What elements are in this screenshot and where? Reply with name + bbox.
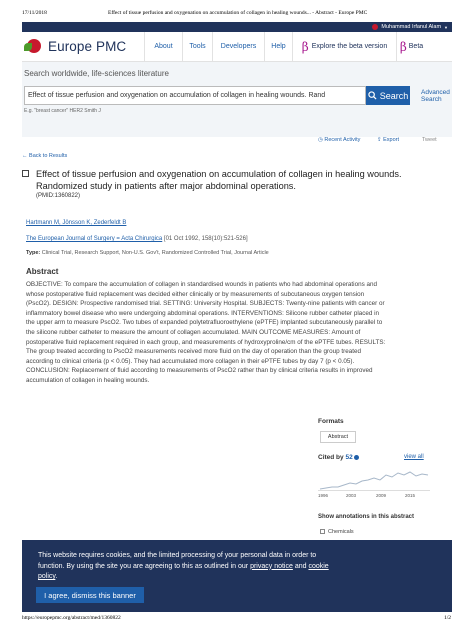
dismiss-cookie-button[interactable]: I agree, dismiss this banner (36, 587, 144, 603)
abstract-heading: Abstract (26, 267, 59, 276)
export-link[interactable] (377, 137, 399, 143)
chemicals-checkbox[interactable] (320, 529, 325, 534)
cited-count: 52 (345, 454, 353, 461)
europepmc-logo[interactable] (22, 32, 144, 61)
type-value: Clinical Trial, Research Support, Non-U.S. Gov't, Randomized Controlled Trial, Journal Article (40, 250, 269, 256)
print-date: 17/11/2018 (22, 10, 47, 16)
beta-icon: β (399, 39, 407, 54)
cookie-text-and: and (292, 562, 309, 570)
select-checkbox[interactable] (22, 170, 29, 177)
cited-label: Cited by (318, 454, 346, 461)
chevron-down-icon[interactable]: ▼ (444, 24, 448, 30)
journal-link[interactable]: The European Journal of Surgery = Acta Chirurgica (26, 236, 163, 242)
article-pmid: (PMID:1360822) (36, 193, 81, 199)
type-label: Type: (26, 250, 41, 256)
search-example: E.g. "breast cancer" HER2 Smith J (24, 108, 101, 114)
nav-tools[interactable]: Tools (182, 32, 212, 61)
privacy-notice-link[interactable]: privacy notice (250, 562, 293, 570)
back-to-results-link[interactable] (22, 153, 67, 159)
nav-explore-beta-label: Explore the beta version (311, 43, 388, 50)
axis-label: 1996 (318, 493, 329, 498)
export-label: Export (383, 137, 400, 143)
nav-about[interactable]: About (144, 32, 182, 61)
tweet-button[interactable]: Tweet (422, 137, 437, 143)
search-label: Search worldwide, life-sciences literature (24, 69, 169, 78)
print-page-number: 1/2 (444, 615, 452, 621)
main-nav (22, 32, 452, 62)
nav-explore-beta[interactable] (292, 32, 396, 61)
user-bar (22, 22, 452, 32)
article-title: Effect of tissue perfusion and oxygenation on accumulation of collagen in healing wounds. Randomized study in patients after major abdominal operations. (36, 169, 402, 191)
citation-trend-line (320, 472, 428, 489)
axis-label: 2009 (376, 493, 387, 498)
cited-by (318, 454, 359, 461)
export-icon: ⇪ (377, 137, 382, 143)
formats-heading: Formats (318, 418, 344, 425)
citation-sparkline (318, 463, 430, 491)
abstract-text: OBJECTIVE: To compare the accumulation of collagen in standardised wounds in patients who had abdominal operations and whose postoperative fluid replacement was decided either clinically or by measurements of subcutaneous oxygen tension (PscO2). DESIGN: Prospective randomised trial. SETTING: University Hospital. SUBJECTS: Twenty-nine patients with cancer or inflammatory bowel disease who were undergoing abdominal operations. INTERVENTIONS: Silicone rubber catheter placed in the upper arm to measure PscO2. Two tubes of expanded polytetrafluoroethylene (ePTFE) implanted subcutaneously parallel to the silicone rubber catheter to measure the amount of collagen accumulated. MAIN OUTCOME MEASURES: Amount of postoperative fluid replacement required in each group, and measurements of hydroxyproline/cm of the ePTFE tubes. RESULTS: The group treated according to PscO2 measurements received more fluid on the day of operation than the group treated according to clinical criteria (p < 0.05). They had accumulated more collagen in their ePTFE tubes by day 7 (p < 0.05). CONCLUSION: Replacement of fluid according to measurements of PscO2 rather than by clinical criteria results in improved accumulation of collagen in healing wounds. (26, 281, 386, 384)
cookie-banner (22, 540, 452, 612)
user-avatar-icon (372, 24, 378, 30)
print-footer (0, 612, 474, 632)
advanced-search-link[interactable]: Advanced Search (421, 89, 450, 103)
article-journal (26, 236, 248, 242)
nav-developers[interactable]: Developers (212, 32, 264, 61)
cookie-text-end: . (55, 573, 58, 580)
search-button-label: Search (379, 90, 409, 101)
format-abstract-button[interactable]: Abstract (320, 431, 356, 443)
search-section (22, 62, 452, 137)
search-button[interactable] (366, 86, 410, 105)
beta-icon: β (301, 39, 309, 54)
axis-label: 2003 (346, 493, 357, 498)
nav-beta-label: Beta (408, 43, 424, 50)
print-title: Effect of tissue perfusion and oxygenation on accumulation of collagen in healing wounds... - Abstract - Europe PMC (108, 10, 368, 16)
article-type (26, 250, 269, 256)
print-url: https://europepmc.org/abstract/med/1360822 (22, 615, 121, 621)
back-label: Back to Results (29, 153, 68, 159)
brand-name: Europe PMC (48, 39, 127, 54)
clock-icon: ◷ (318, 137, 323, 143)
nav-help[interactable]: Help (264, 32, 292, 61)
search-input[interactable]: Effect of tissue perfusion and oxygenation on accumulation of collagen in healing wounds. Rand (24, 86, 366, 105)
recent-activity-label: Recent Activity (324, 137, 361, 143)
user-menu[interactable]: Muhammad Irfanul Alam (381, 24, 442, 30)
article-authors[interactable]: Hartmann M, Jönsson K, Zederfeldt B (26, 220, 127, 226)
chemicals-label: Chemicals (328, 529, 354, 535)
nav-beta[interactable] (396, 32, 426, 61)
view-all-link[interactable]: view all (404, 454, 424, 460)
cookie-policy-link[interactable]: cookie policy (38, 562, 329, 580)
cookie-message (38, 551, 338, 583)
search-icon (368, 91, 377, 100)
axis-label: 2015 (405, 493, 416, 498)
cookie-text: This website requires cookies, and the limited processing of your personal data in order to function. By using the site you are agreeing to this as outlined in our (38, 552, 317, 570)
recent-activity-link[interactable] (318, 137, 360, 143)
info-icon[interactable] (354, 455, 359, 460)
logo-icon (24, 37, 44, 57)
print-header (0, 0, 474, 22)
arrow-left-icon: ← (22, 153, 28, 159)
annotations-heading: Show annotations in this abstract (318, 514, 415, 520)
chemicals-toggle[interactable] (320, 529, 354, 535)
journal-citation: [01 Oct 1992, 158(10):521-526] (162, 236, 248, 242)
